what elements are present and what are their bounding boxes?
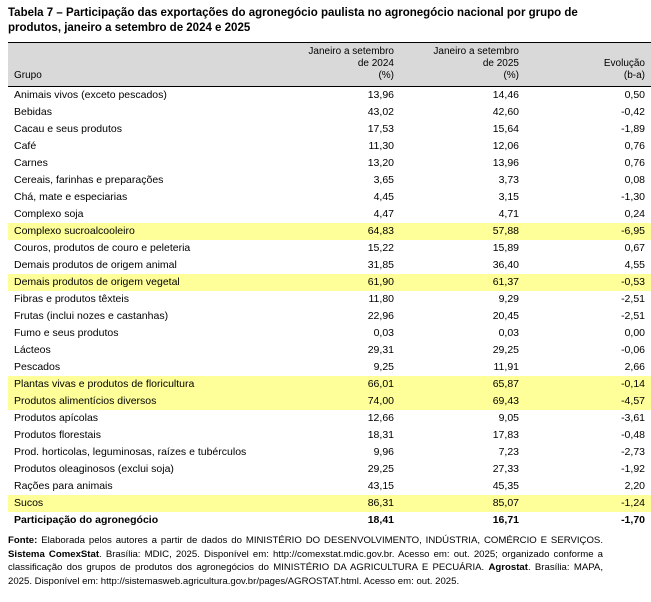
- cell-grupo: Chá, mate e especiarias: [14, 191, 128, 203]
- column-header-2025: [400, 43, 525, 87]
- cell-evolucao: -0,42: [621, 106, 645, 118]
- cell-grupo: Complexo sucroalcooleiro: [8, 223, 275, 240]
- cell-2025: 13,96: [492, 157, 519, 169]
- cell-grupo: Café: [14, 140, 37, 152]
- cell-grupo: Produtos oleaginosos (exclui soja): [14, 463, 174, 475]
- table-header-row: [8, 43, 651, 87]
- cell-grupo: Pescados: [14, 361, 61, 373]
- table-row: [8, 444, 651, 461]
- cell-evolucao: -0,06: [621, 344, 645, 356]
- table-row: [8, 427, 651, 444]
- cell-2024: 9,25: [373, 361, 394, 373]
- cell-2024: 22,96: [367, 310, 394, 322]
- cell-2024: 86,31: [275, 495, 400, 512]
- table-row: [8, 393, 651, 410]
- table-row: [8, 240, 651, 257]
- cell-2025: 0,03: [498, 327, 519, 339]
- cell-2024: 31,85: [367, 259, 394, 271]
- cell-2024: 4,47: [373, 208, 394, 220]
- column-header-2025-line3: (%): [503, 70, 519, 81]
- cell-2024: 11,80: [368, 293, 394, 305]
- cell-2025: 3,73: [498, 174, 519, 186]
- cell-grupo: Sucos: [8, 495, 275, 512]
- cell-evolucao: 0,76: [624, 140, 645, 152]
- cell-2025: 20,45: [492, 310, 519, 322]
- cell-2024: 0,03: [373, 327, 394, 339]
- cell-2024: 29,31: [367, 344, 394, 356]
- table-row: [8, 155, 651, 172]
- cell-2025: 27,33: [492, 463, 519, 475]
- cell-evolucao: 0,08: [624, 174, 645, 186]
- source-label: Fonte:: [8, 535, 38, 546]
- table-row: [8, 138, 651, 155]
- cell-2025: 42,60: [492, 106, 519, 118]
- cell-2025: 11,91: [493, 361, 519, 373]
- cell-2024: 3,65: [373, 174, 394, 186]
- column-header-2024-line1: Janeiro a setembro: [308, 46, 394, 57]
- cell-evolucao: 0,00: [624, 327, 645, 339]
- column-header-2024-line2: de 2024: [357, 58, 394, 69]
- cell-grupo: Rações para animais: [14, 480, 113, 492]
- cell-2025: 9,05: [498, 412, 519, 424]
- cell-grupo: Frutas (inclui nozes e castanhas): [14, 310, 169, 322]
- cell-2025: 15,89: [492, 242, 519, 254]
- cell-2024: 17,53: [367, 123, 394, 135]
- cell-grupo: Demais produtos de origem vegetal: [8, 274, 275, 291]
- cell-evolucao: -2,51: [621, 310, 645, 322]
- cell-grupo: Prod. horticolas, leguminosas, raízes e tubérculos: [14, 446, 247, 458]
- cell-evolucao: 0,24: [624, 208, 645, 220]
- cell-evolucao: -1,30: [621, 191, 645, 203]
- table-row: [8, 308, 651, 325]
- cell-2025: 69,43: [400, 393, 525, 410]
- cell-evolucao: 0,50: [624, 89, 645, 101]
- cell-evolucao: -1,92: [621, 463, 645, 475]
- table-row: [8, 121, 651, 138]
- table-row: [8, 410, 651, 427]
- cell-grupo: Produtos alimentícios diversos: [8, 393, 275, 410]
- cell-grupo: Carnes: [14, 157, 48, 169]
- column-header-evolucao-line2: (b-a): [623, 70, 645, 81]
- table-header: [8, 43, 651, 87]
- cell-grupo: Fibras e produtos têxteis: [14, 293, 129, 305]
- column-header-evolucao: [525, 43, 651, 87]
- cell-2025: 65,87: [400, 376, 525, 393]
- cell-evolucao: -1,24: [525, 495, 651, 512]
- cell-grupo: Plantas vivas e produtos de floricultura: [8, 376, 275, 393]
- cell-evolucao: 0,76: [624, 157, 645, 169]
- column-header-2025-line2: de 2025: [482, 58, 519, 69]
- participation-table: [8, 42, 651, 529]
- cell-2025: 36,40: [492, 259, 519, 271]
- cell-evolucao: -2,73: [621, 446, 645, 458]
- table-row: [8, 206, 651, 223]
- table-row: [8, 104, 651, 121]
- cell-2024: 29,25: [367, 463, 394, 475]
- cell-total-2025: 16,71: [492, 514, 519, 526]
- cell-2025: 7,23: [498, 446, 519, 458]
- cell-total-2024: 18,41: [367, 514, 394, 526]
- cell-2025: 3,15: [498, 191, 519, 203]
- cell-2024: 4,45: [373, 191, 394, 203]
- cell-grupo: Cereais, farinhas e preparações: [14, 174, 164, 186]
- cell-2025: 4,71: [498, 208, 519, 220]
- table-row: [8, 478, 651, 495]
- source-bold-comexstat: Sistema ComexStat: [8, 548, 100, 560]
- table-row: [8, 257, 651, 274]
- cell-grupo: Produtos florestais: [14, 429, 101, 441]
- table-row: [8, 359, 651, 376]
- cell-evolucao: 2,20: [624, 480, 645, 492]
- cell-evolucao: -0,53: [525, 274, 651, 291]
- source-text-3: . Brasília: MAPA, 2025. Disponível em: http://sistemasweb.agricultura.gov.br/pages/AGROSTAT.html. Acesso em: out. 2025.: [8, 562, 603, 587]
- table-row: [8, 223, 651, 240]
- cell-2024: 43,15: [367, 480, 394, 492]
- column-header-2024: [275, 43, 400, 87]
- cell-2024: 12,66: [367, 412, 394, 424]
- cell-total-grupo: Participação do agronegócio: [14, 514, 159, 526]
- column-header-grupo: Grupo: [8, 43, 275, 87]
- cell-2025: 29,25: [492, 344, 519, 356]
- table-body: [8, 87, 651, 530]
- source-note: [8, 534, 603, 588]
- cell-2024: 15,22: [367, 242, 394, 254]
- cell-evolucao: -0,48: [621, 429, 645, 441]
- table-row: [8, 291, 651, 308]
- column-header-evolucao-line1: Evolução: [603, 58, 645, 69]
- table-row: [8, 189, 651, 206]
- cell-grupo: Complexo soja: [14, 208, 84, 220]
- table-row: [8, 274, 651, 291]
- cell-2024: 66,01: [275, 376, 400, 393]
- cell-2025: 85,07: [400, 495, 525, 512]
- cell-2024: 9,96: [373, 446, 394, 458]
- cell-grupo: Produtos apícolas: [14, 412, 99, 424]
- source-bold-agrostat: Agrostat: [488, 562, 528, 573]
- table-row: [8, 325, 651, 342]
- table-row: [8, 495, 651, 512]
- cell-evolucao: 2,66: [624, 361, 645, 373]
- cell-grupo: Lácteos: [14, 344, 51, 356]
- cell-2024: 13,96: [367, 89, 394, 101]
- cell-2025: 12,06: [492, 140, 519, 152]
- table-total-row: [8, 512, 651, 529]
- cell-2025: 15,64: [492, 123, 519, 135]
- cell-total-evolucao: -1,70: [621, 514, 645, 526]
- cell-2025: 14,46: [492, 89, 519, 101]
- cell-grupo: Fumo e seus produtos: [14, 327, 119, 339]
- cell-evolucao: 0,67: [624, 242, 645, 254]
- cell-evolucao: -6,95: [525, 223, 651, 240]
- cell-2025: 17,83: [492, 429, 519, 441]
- cell-2025: 61,37: [400, 274, 525, 291]
- column-header-2024-line3: (%): [378, 70, 394, 81]
- cell-2024: 18,31: [367, 429, 394, 441]
- cell-evolucao: -3,61: [621, 412, 645, 424]
- cell-2025: 57,88: [400, 223, 525, 240]
- cell-grupo: Cacau e seus produtos: [14, 123, 122, 135]
- cell-evolucao: 4,55: [624, 259, 645, 271]
- source-text-2: . Brasília: MDIC, 2025. Disponível em: http://comexstat.mdic.gov.br. Acesso em: out. 2025; organizado conforme a classificação dos grupos de produtos dos agronegócios do MINISTÉRIO DA AGRICULTURA E PECUÁRIA.: [8, 548, 603, 573]
- cell-2024: 43,02: [367, 106, 394, 118]
- table-row: [8, 172, 651, 189]
- cell-evolucao: -0,14: [525, 376, 651, 393]
- cell-2025: 45,35: [492, 480, 519, 492]
- cell-evolucao: -4,57: [525, 393, 651, 410]
- cell-grupo: Animais vivos (exceto pescados): [14, 89, 167, 101]
- table-row: [8, 87, 651, 105]
- cell-2024: 64,83: [275, 223, 400, 240]
- cell-2024: 11,30: [368, 140, 394, 152]
- cell-2024: 61,90: [275, 274, 400, 291]
- table-row: [8, 342, 651, 359]
- column-header-2025-line1: Janeiro a setembro: [433, 46, 519, 57]
- cell-evolucao: -2,51: [621, 293, 645, 305]
- page-title: Tabela 7 – Participação das exportações do agronegócio paulista no agronegócio nacional por grupo de produtos, janeiro a setembro de 2024 e 2025: [8, 7, 578, 34]
- cell-grupo: Couros, produtos de couro e peleteria: [14, 242, 191, 254]
- cell-grupo: Bebidas: [14, 106, 52, 118]
- cell-evolucao: -1,89: [621, 123, 645, 135]
- cell-grupo: Demais produtos de origem animal: [14, 259, 177, 271]
- cell-2024: 74,00: [275, 393, 400, 410]
- table-row: [8, 376, 651, 393]
- cell-2024: 13,20: [367, 157, 394, 169]
- table-row: [8, 461, 651, 478]
- cell-2025: 9,29: [498, 293, 519, 305]
- source-text-1: Elaborada pelos autores a partir de dados do MINISTÉRIO DO DESENVOLVIMENTO, INDÚSTRIA, COMÉRCIO E SERVIÇOS.: [37, 535, 603, 546]
